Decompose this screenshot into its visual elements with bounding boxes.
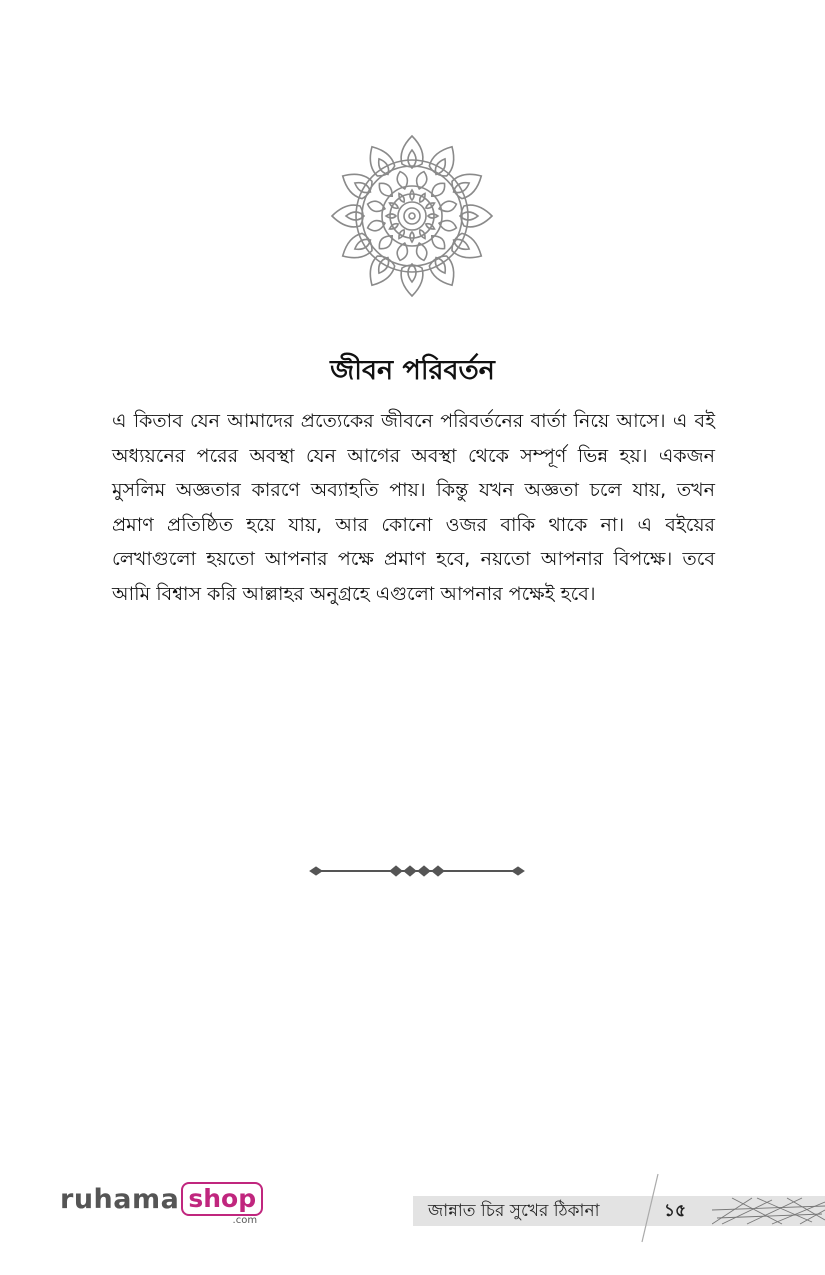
body-paragraph: এ কিতাব যেন আমাদের প্রত্যেকের জীবনে পরিবর্তনের বার্তা নিয়ে আসে। এ বই অধ্যয়নের পরের অবস্থা যেন আগের অবস্থা থেকে সম্পূর্ণ ভিন্ন হয়। একজন মুসলিম অজ্ঞতার কারণে অব্যাহতি পায়। কিন্তু যখন অজ্ঞতা চলে যায়, তখন প্রমাণ প্রতিষ্ঠিত হয়ে যায়, আর কোনো ওজর বাকি থাকে না। এ বইয়ের লেখাগুলো হয়তো আপনার পক্ষে প্রমাণ হবে, নয়তো আপনার বিপক্ষে। তবে আমি বিশ্বাস করি আল্লাহর অনুগ্রহে এগুলো আপনার পক্ষেই হবে। <box>112 410 715 605</box>
page-title: জীবন পরিবর্তন <box>330 355 495 386</box>
ruhamashop-logo <box>60 1178 258 1226</box>
footer-line-pattern <box>712 1196 825 1226</box>
logo-text-shop: shop <box>188 1184 257 1213</box>
mandala-ornament <box>330 134 494 298</box>
logo-text-ruhama: ruhama <box>60 1183 180 1215</box>
page-number: ১৫ <box>664 1201 687 1221</box>
footer-book-title: জান্নাত চির সুখের ঠিকানা <box>428 1201 600 1221</box>
footer-slash-divider <box>636 1172 664 1244</box>
logo-text-com: .com <box>232 1215 258 1226</box>
logo-badge <box>181 1182 263 1226</box>
ornamental-divider <box>306 862 528 880</box>
